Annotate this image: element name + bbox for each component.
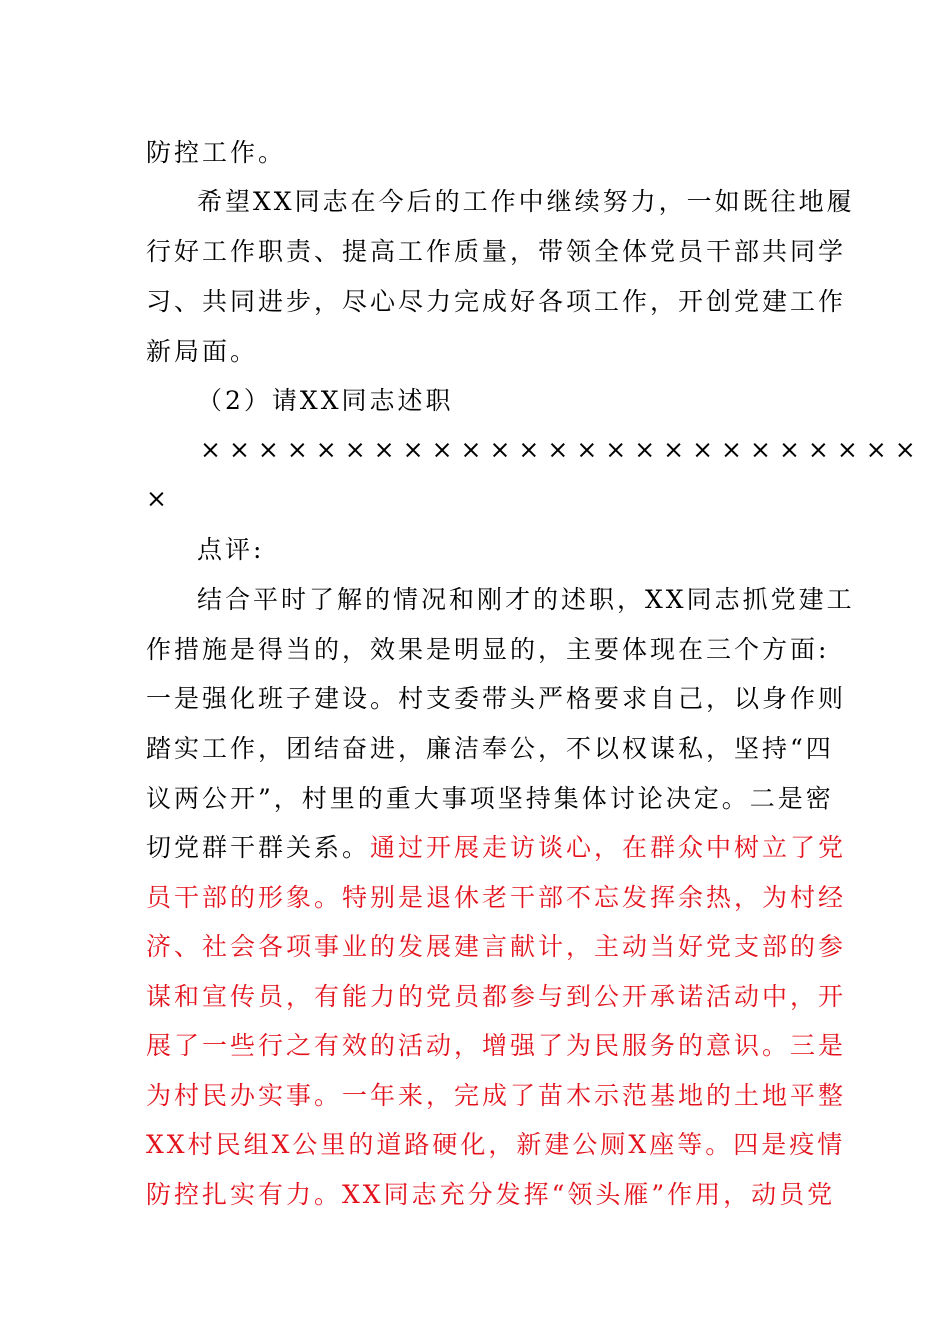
paragraph-line: 新局面。 [146, 337, 259, 366]
section-heading: （2）请XX同志述职 [197, 386, 454, 415]
paragraph-line: 踏实工作，团结奋进，廉洁奉公，不以权谋私，坚持“四 [146, 734, 834, 763]
placeholder-crosses: ××××××××××××××××××××××××× [200, 435, 924, 464]
comment-label: 点评: [197, 535, 265, 564]
paragraph-line: 议两公开”，村里的重大事项坚持集体讨论决定。二是密 [146, 784, 834, 813]
highlighted-paragraph-line: 谋和宣传员，有能力的党员都参与到公开承诺活动中，开 [146, 982, 847, 1011]
paragraph-line: 习、共同进步，尽心尽力完成好各项工作，开创党建工作 [146, 287, 847, 316]
highlighted-text-segment: 通过开展走访谈心，在群众中树立了党 [370, 833, 847, 862]
paragraph-line: 行好工作职责、提高工作质量，带领全体党员干部共同学 [146, 237, 847, 266]
paragraph-line: 一是强化班子建设。村支委带头严格要求自己，以身作则 [146, 684, 847, 713]
text-segment: 切党群干群关系。 [146, 833, 371, 862]
highlighted-paragraph-line: 济、社会各项事业的发展建言献计，主动当好党支部的参 [146, 932, 847, 961]
highlighted-paragraph-line: 展了一些行之有效的活动，增强了为民服务的意识。三是 [146, 1031, 847, 1060]
paragraph-line: 希望XX同志在今后的工作中继续努力，一如既往地履 [197, 187, 855, 216]
highlighted-paragraph-line: 员干部的形象。特别是退休老干部不忘发挥余热，为村经 [146, 883, 847, 912]
highlighted-paragraph-line: 为村民办实事。一年来，完成了苗木示范基地的土地平整 [146, 1081, 847, 1110]
paragraph-line: 作措施是得当的，效果是明显的，主要体现在三个方面: [146, 635, 830, 664]
paragraph-line-mixed [0, 823, 950, 873]
paragraph-line: 防控工作。 [146, 138, 287, 167]
paragraph-line: 结合平时了解的情况和刚才的述职，XX同志抓党建工 [197, 585, 855, 614]
highlighted-paragraph-line: XX村民组X公里的道路硬化，新建公厕X座等。四是疫情 [146, 1130, 846, 1159]
placeholder-crosses: × [146, 484, 170, 513]
highlighted-paragraph-line: 防控扎实有力。XX同志充分发挥“领头雁”作用，动员党 [146, 1180, 836, 1209]
